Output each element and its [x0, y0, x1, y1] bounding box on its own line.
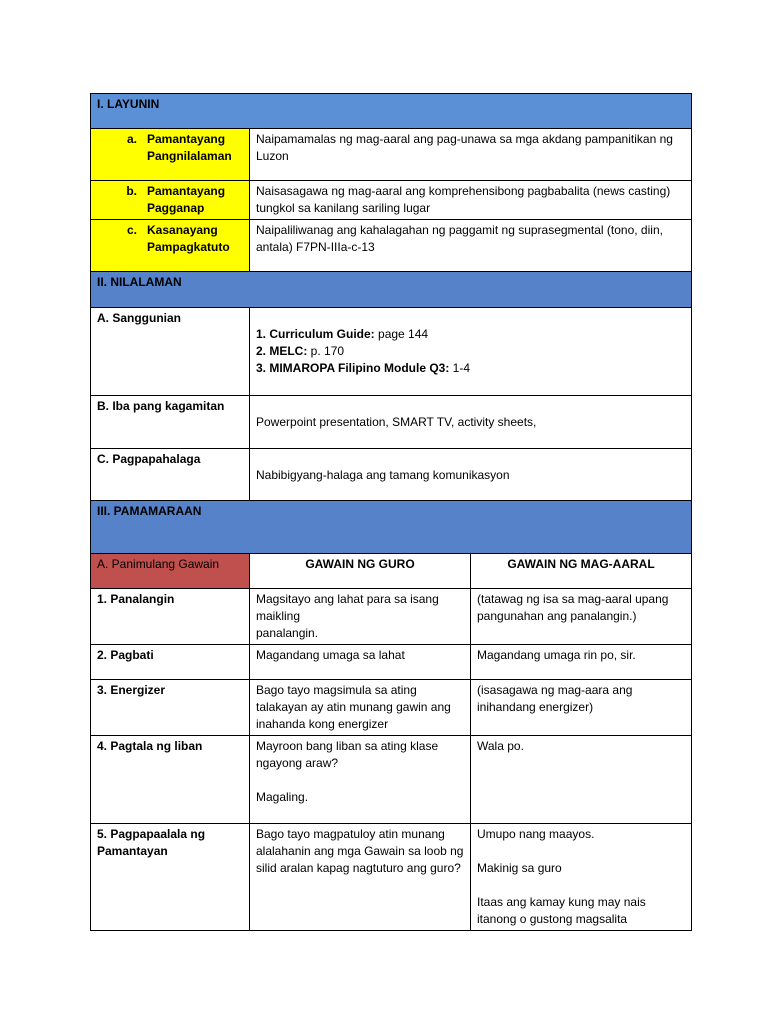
panimulang-gawain-label: A. Panimulang Gawain — [91, 554, 250, 589]
layunin-text-c: Naipaliliwanag ang kahalagahan ng paggamit ng suprasegmental (tono, diin, antala) F7PN-IIIa-c-13 — [250, 220, 692, 272]
pagpapahalaga-text: Nabibigyang-halaga ang tamang komunikasyon — [250, 449, 692, 501]
mag-aaral-cell: Wala po. — [471, 736, 692, 824]
guro-cell: Magandang umaga sa lahat — [250, 645, 471, 680]
ref-item: 3. MIMAROPA Filipino Module Q3: 1-4 — [256, 361, 471, 375]
kagamitan-label: B. Iba pang kagamitan — [91, 396, 250, 449]
section-heading-nilalaman: II. NILALAMAN — [91, 272, 692, 308]
table-row — [91, 824, 692, 931]
guro-cell: Magsitayo ang lahat para sa isang maikling panalangin. — [250, 589, 471, 645]
section-heading-pamamaraan: III. PAMAMARAAN — [91, 501, 692, 554]
row-label: 5. Pagpapaalala ng Pamantayan — [91, 824, 250, 931]
mag-aaral-cell: (isasagawa ng mag-aara ang inihandang energizer) — [471, 680, 692, 736]
section-heading-layunin: I. LAYUNIN — [91, 94, 692, 129]
column-header-guro: GAWAIN NG GURO — [250, 554, 471, 589]
table-row — [91, 645, 692, 680]
row-label: 4. Pagtala ng liban — [91, 736, 250, 824]
layunin-text-b: Naisasagawa ng mag-aaral ang komprehensibong pagbabalita (news casting) tungkol sa kanilang sariling lugar — [250, 181, 692, 220]
mag-aaral-cell: Magandang umaga rin po, sir. — [471, 645, 692, 680]
column-header-mag-aaral: GAWAIN NG MAG-AARAL — [471, 554, 692, 589]
sanggunian-refs — [250, 308, 692, 396]
table-row — [91, 680, 692, 736]
layunin-label-b: b. Pamantayang Pagganap — [91, 181, 250, 220]
guro-cell: Bago tayo magsimula sa ating talakayan ay atin munang gawin ang inahanda kong energizer — [250, 680, 471, 736]
layunin-label-c: c. Kasanayang Pampagkatuto — [91, 220, 250, 272]
pagpapahalaga-label: C. Pagpapahalaga — [91, 449, 250, 501]
row-label: 2. Pagbati — [91, 645, 250, 680]
layunin-label-a: a. Pamantayang Pangnilalaman — [91, 129, 250, 181]
guro-cell: Mayroon bang liban sa ating klase ngayong araw? Magaling. — [250, 736, 471, 824]
table-row — [91, 589, 692, 645]
row-label: 3. Energizer — [91, 680, 250, 736]
ref-item: 2. MELC: p. 170 — [256, 344, 345, 358]
guro-cell: Bago tayo magpatuloy atin munang alalahanin ang mga Gawain sa loob ng silid aralan kapag nagtuturo ang guro? — [250, 824, 471, 931]
lesson-plan-table — [90, 93, 692, 931]
mag-aaral-cell: (tatawag ng isa sa mag-aaral upang pangunahan ang panalangin.) — [471, 589, 692, 645]
table-row — [91, 736, 692, 824]
ref-item: 1. Curriculum Guide: page 144 — [256, 327, 429, 341]
sanggunian-label: A. Sanggunian — [91, 308, 250, 396]
lesson-plan-document — [90, 93, 691, 931]
layunin-text-a: Naipamamalas ng mag-aaral ang pag-unawa sa mga akdang pampanitikan ng Luzon — [250, 129, 692, 181]
mag-aaral-cell: Umupo nang maayos. Makinig sa guro Itaas ang kamay kung may nais itanong o gustong magsalita — [471, 824, 692, 931]
kagamitan-text: Powerpoint presentation, SMART TV, activity sheets, — [250, 396, 692, 449]
row-label: 1. Panalangin — [91, 589, 250, 645]
